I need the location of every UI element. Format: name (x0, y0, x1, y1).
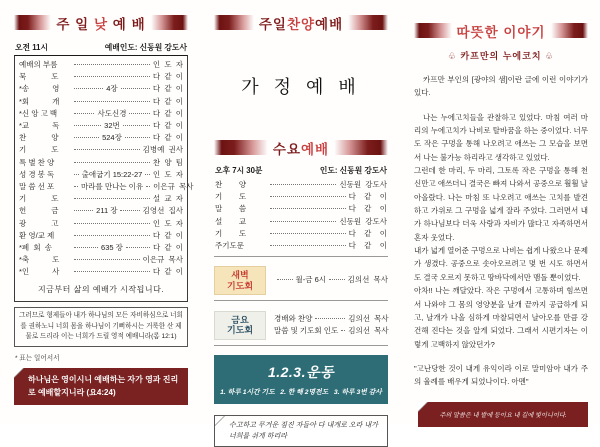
badge-line: 기도회 (226, 325, 254, 336)
dotted-leader (270, 184, 336, 185)
title-gradient-right (551, 23, 589, 38)
dotted-leader (121, 88, 150, 89)
dotted-leader (74, 271, 150, 272)
dotted-leader (74, 137, 99, 138)
order-cell: 다 같 이 (152, 121, 184, 131)
title-gradient-right (334, 140, 388, 155)
story-paragraph: 나는 누에고치들을 관찰하고 있었다. 마침 여러 마리의 누에고치가 나비로 탈바꿈을 하는 중이었다. 너무도 작은 구멍을 통해 나오려고 애쓰는 그 모습을 보면서 나는 불가능 하리라고 생각하고 있었다. (414, 112, 588, 162)
order-cell: 김의선 목사 (348, 314, 389, 324)
dotted-leader (270, 245, 346, 246)
order-cell: 4장 (106, 84, 118, 94)
order-row (19, 181, 194, 193)
story-title-text (452, 21, 551, 41)
service-leader: 예배인도: 신동원 강도사 (104, 43, 187, 52)
praise-service-title-text (254, 13, 348, 33)
order-cell: *송 영 (19, 84, 60, 94)
dotted-leader (74, 149, 140, 150)
dotted-leader (74, 88, 103, 89)
order-cell: 출애굽기 15:22-27 (81, 169, 143, 179)
wednesday-header (215, 165, 387, 176)
dotted-leader (74, 223, 150, 224)
order-row (19, 59, 183, 71)
order-cell: 다 같 이 (152, 84, 183, 94)
order-cell: 김영선 집사 (142, 206, 184, 216)
romans-quote-box: 그러므로 형제들아 내가 하나님의 모든 자비하심으로 너희를 권하노니 너희 몸을 하나님이 기뻐하시는 거룩한 산 제물로 드리라 이는 너희가 드릴 영적 예배니라(롬 12:1) (14, 307, 188, 348)
order-cell: *신 앙 고 백 (19, 108, 58, 118)
order-cell: 말 씀 (215, 204, 247, 214)
dotted-leader (270, 221, 336, 222)
title-segment-accent: 찬양 (286, 16, 316, 32)
movement-items: 1. 하루 1시간 기도 2. 한 해 2명전도 3. 하루 3번 감사 (220, 388, 382, 396)
order-row (19, 242, 183, 254)
dotted-leader (341, 330, 345, 331)
wednesday-time: 오후 7시 30분 (215, 166, 263, 175)
order-row (274, 274, 388, 286)
dotted-leader (74, 210, 93, 211)
order-cell: 이은규 목사 (153, 182, 194, 192)
order-cell: 32번 (104, 121, 120, 131)
order-row (19, 266, 183, 278)
order-cell: *교 독 (19, 121, 60, 131)
order-row (19, 144, 183, 156)
order-row (215, 240, 387, 252)
badge-line: 새벽 (231, 270, 249, 281)
order-row (215, 179, 387, 191)
title-segment: 예 배 (108, 16, 146, 32)
order-cell: 김의선 목사 (348, 326, 389, 336)
story-paragraph: 내가 넓게 열어준 구멍으로 나비는 쉽게 나왔으나 문제가 생겼다. 공중으로 솟아오르려고 몇 번 시도 하면서도 결국 오르지 못하고 땅바닥에서만 맴돌 뿐이었다. (414, 246, 588, 282)
story-title (414, 22, 588, 39)
order-row (19, 132, 183, 144)
dotted-leader (315, 318, 345, 319)
order-cell: 기 도 (19, 194, 59, 204)
story-paragraph: 카프만 부인의 [광야의 샘]이란 글에 이런 이야기가 있다. (414, 75, 588, 98)
order-row (19, 169, 183, 181)
order-cell: 찬 양 (19, 133, 59, 143)
dotted-leader (74, 186, 78, 187)
order-cell: 환 영/교 제 (19, 230, 55, 240)
order-cell: 말 씀 선 포 (19, 182, 55, 192)
dotted-leader (329, 279, 345, 280)
dotted-leader (74, 235, 150, 236)
wednesday-order-table (214, 179, 388, 257)
order-cell: 기 도 (215, 192, 247, 202)
order-row (215, 191, 387, 203)
order-row (19, 218, 183, 230)
service-header (14, 42, 188, 55)
order-cell: 다 같 이 (152, 108, 183, 118)
order-cell: 524장 (102, 133, 122, 143)
order-cell: 말씀 및 기도회 인도 (274, 326, 339, 336)
title-segment-accent: 예배 (301, 141, 330, 157)
story-paragraph: 아차!! 나는 깨달았다. 작은 구멍에서 고통하며 힘쓰면서 나와야 그 몸의 영양분을 날개 끝까지 공급하게 되고, 날개가 나올 심하게 마찰되면서 날아오를 만큼 강건해 진다는 것을 알게 되었다. 그래서 시편기자는 이렇게 고백하지 않았던가? (414, 286, 588, 349)
dotted-leader (146, 186, 150, 187)
order-cell: 다 같 이 (348, 204, 387, 214)
order-cell: 경배와 찬양 (274, 314, 313, 324)
service-time: 오전 11시 (15, 43, 49, 52)
order-row (215, 216, 387, 228)
title-gradient-left (14, 15, 51, 30)
dotted-leader (120, 210, 139, 211)
friday-prayer-details (274, 313, 389, 337)
title-gradient-left (214, 15, 254, 30)
order-cell: *인 사 (19, 267, 60, 277)
order-cell: 김병예 권사 (142, 145, 183, 155)
title-segment: 수요 (272, 141, 301, 157)
dotted-leader (74, 76, 150, 77)
order-row (215, 203, 387, 215)
panel-story (400, 0, 600, 424)
title-segment: 예배 (315, 16, 344, 32)
order-cell: 기 도 (19, 145, 59, 155)
title-segment: 주일 (258, 16, 287, 32)
order-cell: 다 같 이 (152, 230, 183, 240)
order-row (274, 313, 389, 325)
dotted-leader (74, 101, 150, 102)
order-cell: 다 같 이 (152, 96, 183, 106)
order-cell: 마라를 만나는 이유 (81, 182, 144, 192)
order-cell: 인 도 자 (152, 218, 183, 228)
dotted-leader (129, 113, 149, 114)
order-cell: 설 교 자 (152, 194, 183, 204)
order-cell: 다 같 이 (348, 192, 387, 202)
dotted-leader (74, 174, 79, 175)
story-subtitle: ♧ 카프만의 누에코치 ♧ (447, 51, 555, 61)
matthew-verse-box (214, 415, 388, 447)
order-row (19, 193, 183, 205)
title-gradient-right (348, 15, 388, 30)
panel-midweek (200, 0, 400, 440)
family-worship-heading: 가 정 예 배 (241, 77, 361, 97)
dotted-leader (74, 125, 101, 126)
order-row (19, 83, 183, 95)
order-cell: 광 고 (19, 218, 59, 228)
order-cell: *폐 회 송 (19, 243, 52, 253)
wednesday-leader: 인도: 신동원 강도사 (319, 166, 387, 175)
order-row (19, 205, 183, 217)
order-cell: 찬 양 팀 (152, 157, 183, 167)
title-segment: 주 일 (56, 16, 94, 32)
order-cell: 헌 금 (19, 206, 59, 216)
wednesday-service-title (214, 139, 388, 156)
order-cell: 이은규 목사 (142, 255, 183, 265)
title-gradient-left (214, 140, 268, 155)
order-cell: 신동원 강도사 (339, 216, 387, 226)
dotted-leader (74, 64, 150, 65)
stand-up-footnote: * 표는 일어서서 (15, 355, 60, 363)
praise-service-title (214, 14, 388, 31)
order-cell: 다 같 이 (152, 133, 183, 143)
verse-text: 수고하고 무거운 짐진 자들아 다 내게로 오라 내가 너희를 쉬게 하리라 (229, 421, 378, 440)
title-segment-accent: 따뜻한 이야기 (456, 24, 546, 40)
dotted-leader (123, 125, 150, 126)
dotted-leader (74, 162, 150, 163)
badge-line: 금요 (231, 314, 249, 325)
order-cell: 다 같 이 (152, 72, 183, 82)
order-cell: 다 같 이 (152, 243, 184, 253)
friday-prayer-badge (214, 311, 266, 340)
dotted-leader (270, 233, 346, 234)
psalm-verse-box (418, 402, 588, 427)
order-cell: *회 개 (19, 96, 60, 106)
order-cell: 찬 양 (215, 180, 247, 189)
dotted-leader (74, 247, 98, 248)
order-cell: 다 같 이 (152, 267, 183, 277)
order-row (19, 96, 183, 108)
order-cell: 211 장 (96, 206, 118, 216)
dotted-leader (126, 247, 150, 248)
closing-note: 지금부터 삶의 예배가 시작됩니다. (37, 284, 165, 294)
order-cell: 사도신경 (97, 108, 127, 118)
dawn-prayer-details (274, 274, 388, 286)
panel-sunday-service (0, 0, 200, 424)
verse-text: 주의 말씀은 내 발에 등이요 내 길에 빛이니이다. (439, 411, 567, 419)
order-cell: 인 도 자 (152, 60, 183, 69)
order-row (19, 157, 183, 169)
verse-text: 하나님은 영이시니 예배하는 자가 영과 진리로 예배할지니라 (요4:24) (28, 375, 179, 398)
john-4-24-verse-box (14, 368, 188, 404)
badge-line: 기도회 (226, 280, 254, 291)
order-row (19, 254, 183, 266)
order-cell: *축 도 (19, 255, 60, 265)
sunday-service-title (14, 14, 188, 31)
123-movement-box (214, 355, 388, 404)
order-cell: 다 같 이 (348, 228, 387, 238)
sunday-service-title-text (51, 13, 150, 33)
friday-prayer-section (214, 306, 388, 346)
order-row (19, 230, 183, 242)
dotted-leader (74, 198, 150, 199)
dotted-leader (270, 208, 346, 209)
wednesday-service-title-text (268, 138, 334, 158)
order-cell: 다 같 이 (348, 241, 387, 251)
order-row (19, 108, 183, 120)
title-gradient-left (414, 23, 452, 38)
order-row (274, 325, 389, 337)
order-cell: 인 도 자 (152, 169, 183, 179)
order-cell: 특 별 찬 양 (19, 157, 55, 167)
dotted-leader (145, 174, 150, 175)
order-row (215, 228, 387, 240)
movement-title: 1.2.3.운동 (267, 363, 335, 380)
title-segment-accent: 낮 (93, 16, 109, 32)
order-cell: 주기도문 (215, 241, 244, 251)
dotted-leader (125, 137, 150, 138)
order-cell: 성 경 봉 독 (19, 169, 55, 179)
dawn-prayer-section (214, 261, 388, 301)
order-row (19, 71, 183, 83)
order-cell: 묵 도 (19, 72, 59, 82)
order-cell: 김의선 목사 (347, 275, 388, 285)
service-order-table (14, 55, 194, 302)
order-cell: 635 장 (101, 243, 123, 253)
order-cell: 기 도 (215, 228, 247, 238)
dotted-leader (277, 279, 293, 280)
story-body (414, 73, 588, 389)
story-paragraph: 그런데 한 마리, 두 마리, 그토록 작은 구멍을 통해 천신만고 애쓰더니 결국은 빠져 나와서 공중으로 훨훨 날아올랐다. 나는 마침 또 나오려고 애쓰는 고치를 발견하고 가위로 그 구멍을 넓게 잘라 주었다. 그러면서 내가 하나님보다 더욱 사랑과 자비가 많다고 자족하면서 혼자 웃었다. (414, 166, 588, 242)
title-gradient-right (151, 15, 188, 30)
order-row (19, 120, 183, 132)
story-paragraph: "고난당한 것이 내게 유익이라 이로 말미암아 내가 주의 율례를 배우게 되었나이다. 아멘" (414, 363, 588, 387)
dotted-leader (74, 113, 94, 114)
dotted-leader (74, 259, 140, 260)
order-cell: 설 교 (215, 216, 247, 226)
order-cell: 신동원 강도사 (339, 180, 387, 189)
order-cell: 월-금 6시 (295, 275, 327, 285)
dotted-leader (270, 196, 346, 197)
dawn-prayer-badge (214, 266, 266, 295)
order-cell: 예배의 부름 (19, 60, 58, 69)
